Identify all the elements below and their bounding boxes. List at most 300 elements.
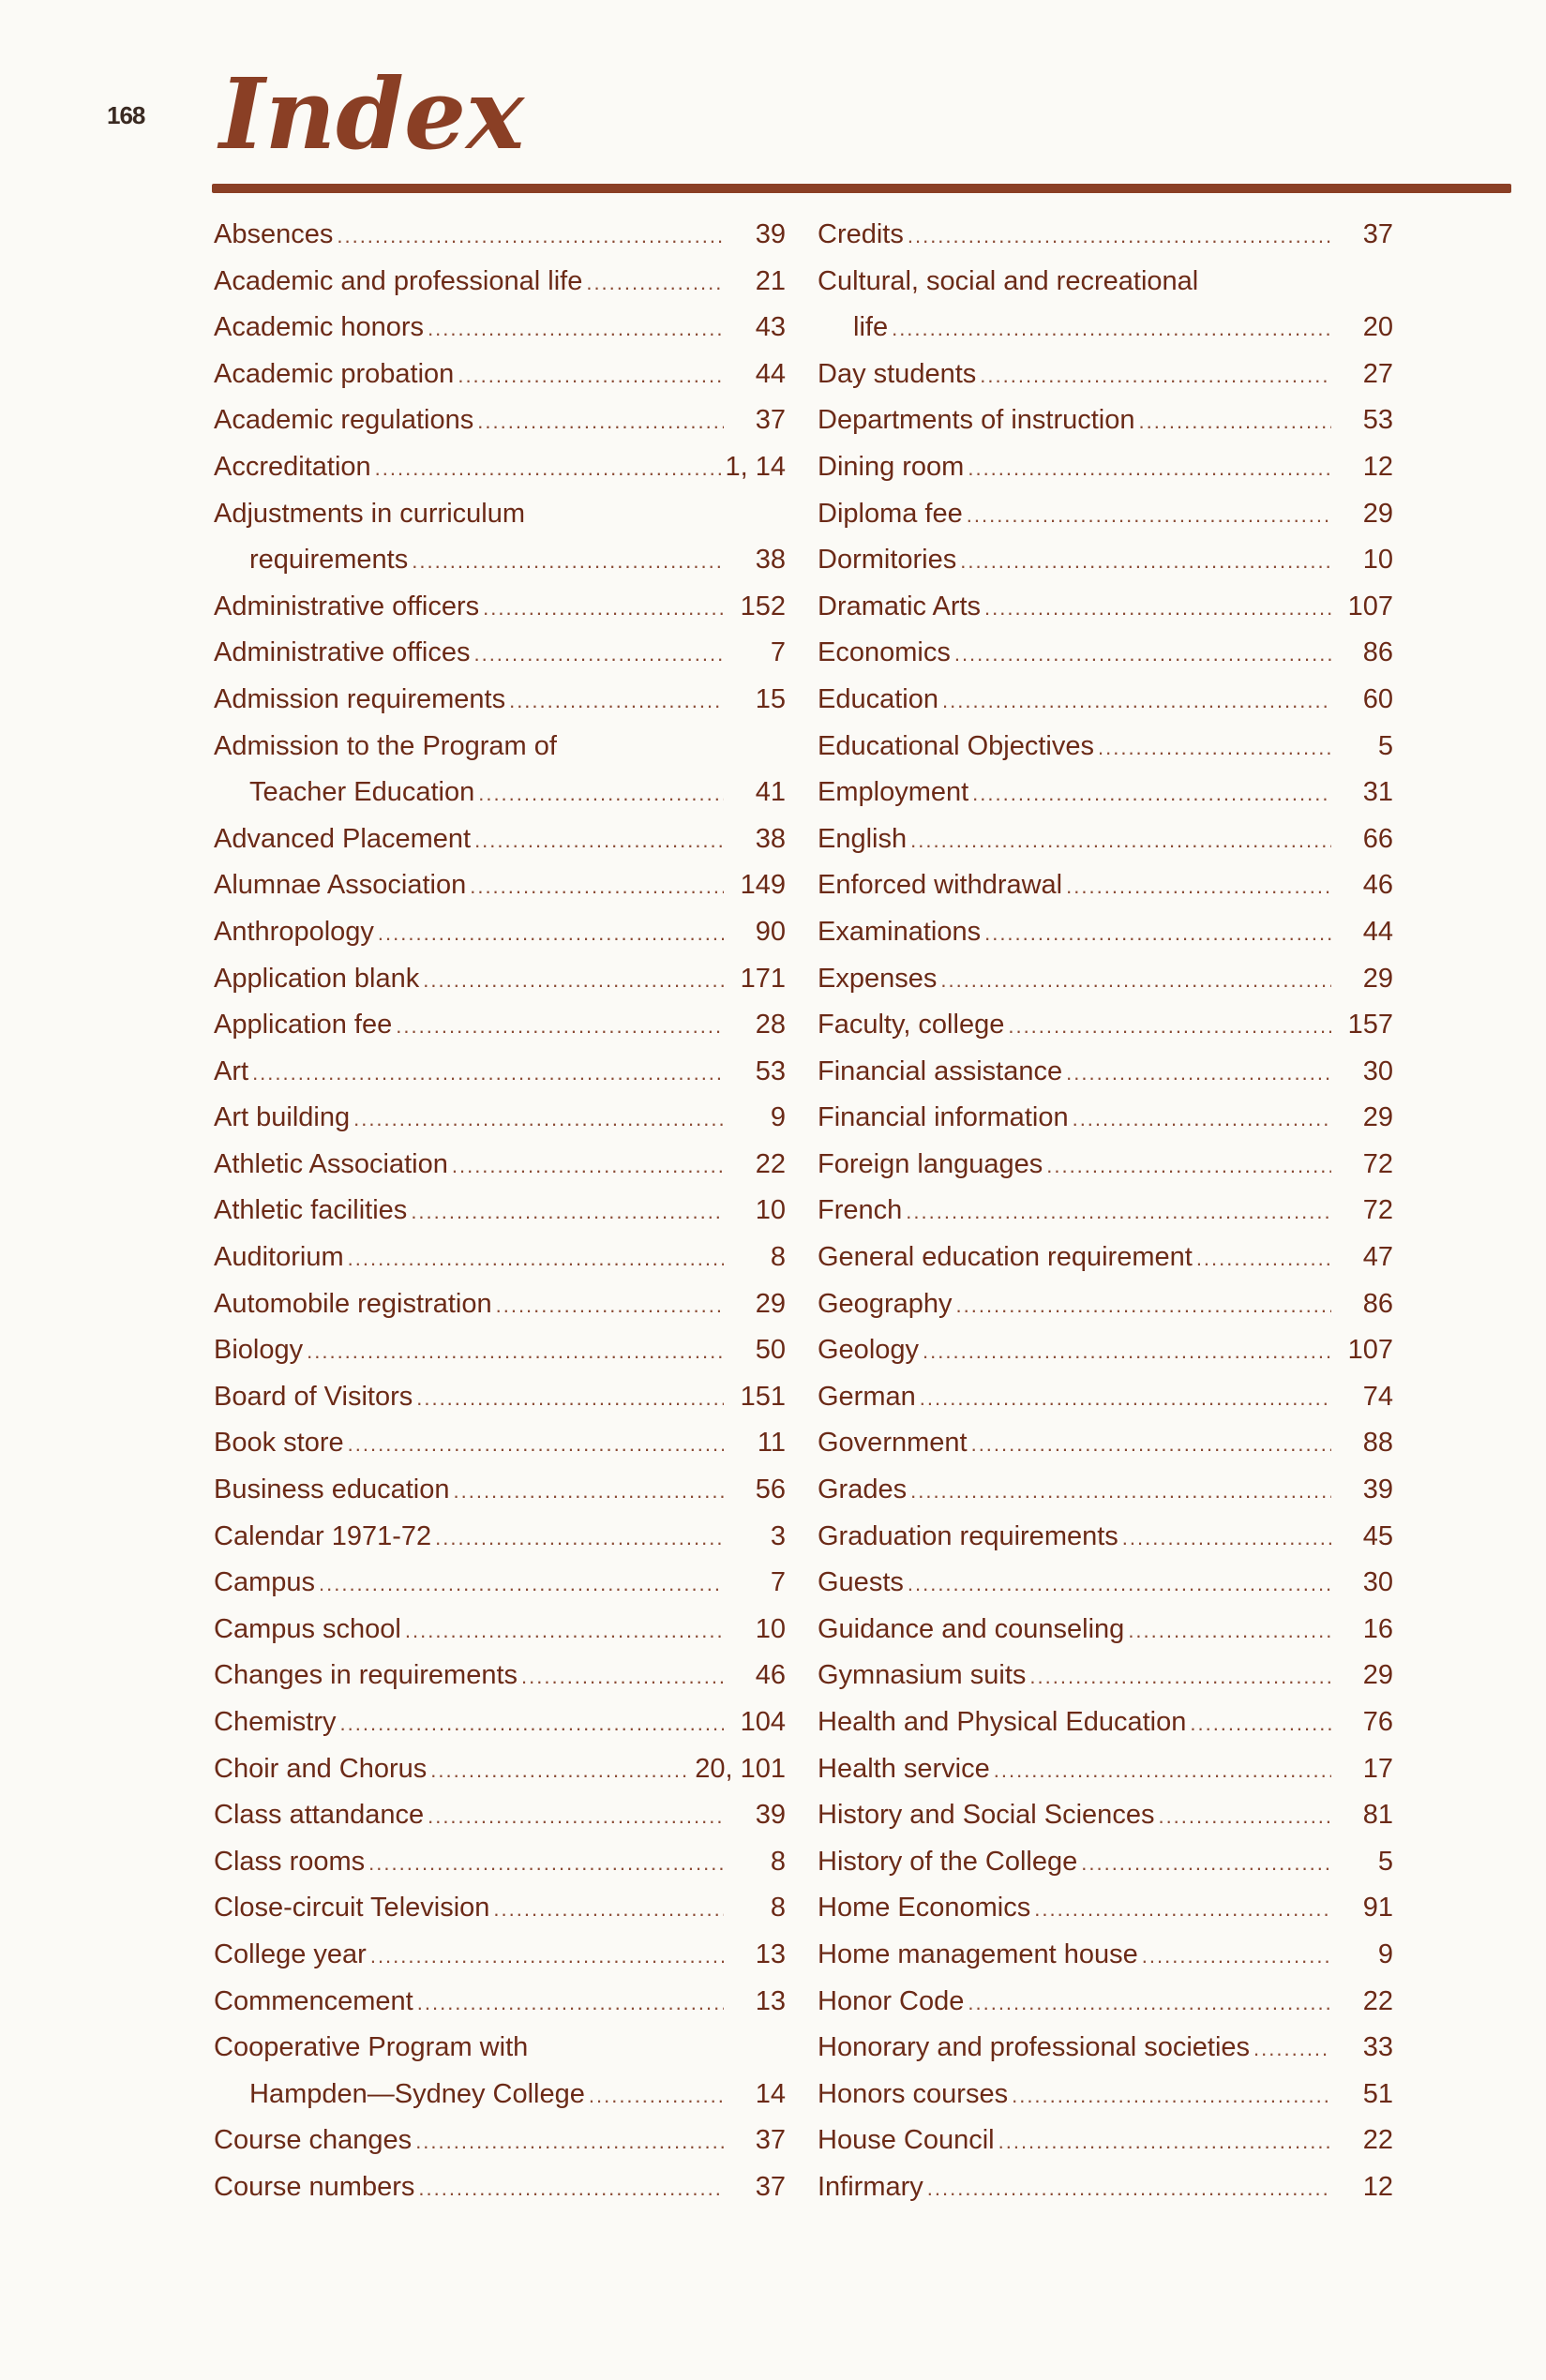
index-page-ref: 9 bbox=[770, 1102, 786, 1133]
dot-leader bbox=[337, 213, 724, 260]
index-page-ref: 8 bbox=[770, 1846, 786, 1877]
dot-leader bbox=[968, 1980, 1331, 2027]
index-term: Biology bbox=[214, 1335, 304, 1366]
dot-leader bbox=[396, 1003, 724, 1050]
index-page-ref: 90 bbox=[755, 916, 786, 947]
dot-leader bbox=[428, 1793, 724, 1840]
index-page-ref: 30 bbox=[1362, 1055, 1393, 1086]
dot-leader bbox=[319, 1561, 724, 1608]
dot-leader bbox=[954, 631, 1331, 678]
index-entry bbox=[214, 1607, 786, 1654]
index-entry bbox=[818, 491, 1393, 538]
index-entry bbox=[214, 444, 786, 491]
index-term: Automobile registration bbox=[214, 1288, 492, 1319]
index-term: Enforced withdrawal bbox=[818, 870, 1063, 901]
index-entry bbox=[214, 956, 786, 1003]
dot-leader bbox=[1138, 398, 1331, 445]
index-page-ref: 53 bbox=[1362, 405, 1393, 436]
index-term: Geology bbox=[818, 1335, 920, 1366]
dot-leader bbox=[1098, 725, 1331, 771]
index-term: History and Social Sciences bbox=[818, 1800, 1155, 1831]
index-page-ref: 7 bbox=[770, 1567, 786, 1598]
dot-leader bbox=[454, 1468, 725, 1515]
index-page-ref: 43 bbox=[755, 312, 786, 343]
index-page-ref: 21 bbox=[755, 265, 786, 296]
dot-leader bbox=[1081, 1840, 1331, 1887]
dot-leader bbox=[967, 492, 1331, 539]
index-entry bbox=[818, 2118, 1393, 2164]
index-entry bbox=[214, 770, 786, 816]
index-term: Course numbers bbox=[214, 2171, 415, 2202]
dot-leader bbox=[1158, 1793, 1331, 1840]
index-term: Honors courses bbox=[818, 2078, 1009, 2109]
index-term: Employment bbox=[818, 777, 969, 808]
index-page-ref: 9 bbox=[1377, 1938, 1393, 1969]
dot-leader bbox=[923, 1328, 1331, 1375]
index-entry bbox=[818, 816, 1393, 863]
dot-leader bbox=[378, 910, 724, 957]
dot-leader bbox=[474, 817, 724, 864]
index-page-ref: 29 bbox=[1362, 963, 1393, 994]
dot-leader bbox=[968, 445, 1331, 492]
index-term: Honorary and professional societies bbox=[818, 2032, 1251, 2063]
index-term: Auditorium bbox=[214, 1242, 344, 1273]
index-term: Guidance and counseling bbox=[818, 1613, 1125, 1644]
index-term: Absences bbox=[214, 219, 334, 249]
index-term: French bbox=[818, 1195, 903, 1226]
index-entry bbox=[214, 1653, 786, 1699]
index-entry bbox=[214, 491, 786, 538]
index-entry bbox=[818, 862, 1393, 909]
index-page-ref: 38 bbox=[755, 545, 786, 576]
index-page-ref: 37 bbox=[755, 405, 786, 436]
dot-leader bbox=[412, 538, 724, 585]
index-page-ref: 8 bbox=[770, 1893, 786, 1923]
index-term: Infirmary bbox=[818, 2171, 923, 2202]
index-term: Education bbox=[818, 683, 938, 714]
index-term: English bbox=[818, 823, 908, 854]
index-page-ref: 41 bbox=[755, 777, 786, 808]
index-page-ref: 14 bbox=[755, 2078, 786, 2109]
index-page-ref: 13 bbox=[755, 1985, 786, 2016]
index-page-ref: 81 bbox=[1362, 1800, 1393, 1831]
index-page-ref: 33 bbox=[1362, 2032, 1393, 2063]
dot-leader bbox=[942, 678, 1331, 725]
index-page-ref: 22 bbox=[1362, 1985, 1393, 2016]
index-page-ref: 44 bbox=[755, 358, 786, 389]
dot-leader bbox=[370, 1933, 724, 1980]
index-entry bbox=[818, 1653, 1393, 1699]
index-term: Financial information bbox=[818, 1102, 1069, 1133]
index-page-ref: 152 bbox=[740, 591, 786, 621]
index-page-ref: 107 bbox=[1347, 591, 1393, 621]
index-page-ref: 50 bbox=[755, 1335, 786, 1366]
index-term: Departments of instruction bbox=[818, 405, 1135, 436]
index-entry bbox=[214, 724, 786, 771]
index-term: Academic and professional life bbox=[214, 265, 583, 296]
dot-leader bbox=[430, 1747, 691, 1794]
index-term: Expenses bbox=[818, 963, 938, 994]
index-term: College year bbox=[214, 1938, 367, 1969]
index-page-ref: 31 bbox=[1362, 777, 1393, 808]
index-term: Class rooms bbox=[214, 1846, 366, 1877]
index-term: House Council bbox=[818, 2125, 995, 2156]
index-entry bbox=[818, 1095, 1393, 1142]
index-term: History of the College bbox=[818, 1846, 1078, 1877]
index-entry bbox=[818, 724, 1393, 771]
dot-leader bbox=[417, 1980, 724, 2027]
index-term: Admission to the Program of bbox=[214, 730, 557, 761]
index-entry bbox=[818, 444, 1393, 491]
index-page-ref: 29 bbox=[1362, 1102, 1393, 1133]
index-term: Chemistry bbox=[214, 1707, 337, 1737]
index-term: Book store bbox=[214, 1428, 344, 1459]
dot-leader bbox=[375, 445, 722, 492]
index-term: Diploma fee bbox=[818, 498, 963, 529]
dot-leader bbox=[1029, 1654, 1331, 1700]
index-term: Cultural, social and recreational bbox=[818, 265, 1199, 296]
dot-leader bbox=[307, 1328, 724, 1375]
index-page-ref: 46 bbox=[755, 1660, 786, 1691]
index-term: Day students bbox=[818, 358, 977, 389]
dot-leader bbox=[927, 2165, 1331, 2212]
index-entry bbox=[818, 1188, 1393, 1235]
index-entry bbox=[214, 816, 786, 863]
index-term: Government bbox=[818, 1428, 968, 1459]
index-term: Guests bbox=[818, 1567, 904, 1598]
index-entry bbox=[214, 1327, 786, 1374]
dot-leader bbox=[452, 1143, 724, 1190]
index-term: Grades bbox=[818, 1474, 908, 1505]
dot-leader bbox=[956, 1282, 1332, 1329]
index-entry bbox=[214, 1514, 786, 1561]
dot-leader bbox=[368, 1840, 724, 1887]
index-entry bbox=[818, 397, 1393, 444]
index-term: Business education bbox=[214, 1474, 450, 1505]
index-entry bbox=[818, 630, 1393, 677]
index-entry bbox=[214, 1792, 786, 1839]
index-page-ref: 66 bbox=[1362, 823, 1393, 854]
index-entry bbox=[214, 909, 786, 956]
index-entry bbox=[214, 259, 786, 306]
index-page-ref: 76 bbox=[1362, 1707, 1393, 1737]
index-page-ref: 53 bbox=[755, 1055, 786, 1086]
index-term: Faculty, college bbox=[818, 1010, 1005, 1040]
index-term: Choir and Chorus bbox=[214, 1753, 428, 1784]
page-number: 168 bbox=[107, 101, 145, 129]
index-term: Credits bbox=[818, 219, 904, 249]
index-entry bbox=[214, 1885, 786, 1932]
index-page-ref: 45 bbox=[1362, 1520, 1393, 1551]
index-page-ref: 22 bbox=[755, 1148, 786, 1179]
index-entry bbox=[818, 1281, 1393, 1328]
index-term: Home Economics bbox=[818, 1893, 1031, 1923]
dot-leader bbox=[1066, 1050, 1331, 1097]
index-term: Administrative offices bbox=[214, 637, 471, 668]
index-entry bbox=[214, 1560, 786, 1607]
index-entry bbox=[818, 1049, 1393, 1096]
index-term: Geography bbox=[818, 1288, 953, 1319]
dot-leader bbox=[1073, 1096, 1331, 1143]
index-entry bbox=[214, 1420, 786, 1467]
index-term: Art building bbox=[214, 1102, 351, 1133]
dot-leader bbox=[405, 1608, 724, 1654]
index-page-ref: 39 bbox=[1362, 1474, 1393, 1505]
index-entry bbox=[818, 677, 1393, 724]
index-page-ref: 56 bbox=[755, 1474, 786, 1505]
dot-leader bbox=[1190, 1700, 1331, 1747]
index-term: Advanced Placement bbox=[214, 823, 472, 854]
dot-leader bbox=[340, 1700, 724, 1747]
index-entry bbox=[818, 1327, 1393, 1374]
index-page-ref: 37 bbox=[755, 2171, 786, 2202]
dot-leader bbox=[589, 2073, 724, 2119]
index-term: Administrative officers bbox=[214, 591, 480, 621]
index-term: Board of Visitors bbox=[214, 1381, 413, 1412]
index-page-ref: 47 bbox=[1362, 1242, 1393, 1273]
index-entry bbox=[214, 305, 786, 352]
index-page-ref: 74 bbox=[1362, 1381, 1393, 1412]
index-entry bbox=[214, 1142, 786, 1189]
dot-leader bbox=[1012, 2073, 1331, 2119]
page-title: Index bbox=[219, 56, 525, 172]
index-term: Health service bbox=[818, 1753, 990, 1784]
index-entry bbox=[214, 2118, 786, 2164]
index-entry bbox=[818, 1839, 1393, 1886]
index-entry bbox=[214, 1235, 786, 1281]
index-entry bbox=[818, 1560, 1393, 1607]
dot-leader bbox=[586, 260, 724, 307]
index-term: Financial assistance bbox=[818, 1055, 1063, 1086]
dot-leader bbox=[1122, 1515, 1331, 1562]
index-entry bbox=[214, 1374, 786, 1421]
index-page-ref: 86 bbox=[1362, 637, 1393, 668]
dot-leader bbox=[423, 957, 724, 1004]
index-page-ref: 91 bbox=[1362, 1893, 1393, 1923]
index-page-ref: 38 bbox=[755, 823, 786, 854]
index-entry bbox=[214, 1746, 786, 1793]
index-entry bbox=[214, 630, 786, 677]
index-page-ref: 60 bbox=[1362, 683, 1393, 714]
index-term: Application blank bbox=[214, 963, 420, 994]
dot-leader bbox=[483, 585, 724, 632]
index-page-ref: 29 bbox=[1362, 1660, 1393, 1691]
index-term: Campus school bbox=[214, 1613, 401, 1644]
index-page-ref: 39 bbox=[755, 1800, 786, 1831]
dot-leader bbox=[1128, 1608, 1331, 1654]
index-entry bbox=[818, 1142, 1393, 1189]
index-term: life bbox=[853, 312, 889, 343]
dot-leader bbox=[980, 352, 1331, 399]
index-term: requirements bbox=[249, 545, 409, 576]
index-entry bbox=[214, 2164, 786, 2211]
dot-leader bbox=[416, 1375, 724, 1422]
index-term: Art bbox=[214, 1055, 249, 1086]
index-page-ref: 30 bbox=[1362, 1567, 1393, 1598]
index-page-ref: 44 bbox=[1362, 916, 1393, 947]
index-entry bbox=[818, 909, 1393, 956]
index-term: Dramatic Arts bbox=[818, 591, 982, 621]
dot-leader bbox=[458, 352, 724, 399]
dot-leader bbox=[984, 910, 1331, 957]
index-entry bbox=[214, 397, 786, 444]
index-term: Teacher Education bbox=[249, 777, 475, 808]
dot-leader bbox=[478, 771, 724, 817]
title-rule bbox=[212, 184, 1511, 193]
index-column-left bbox=[214, 212, 786, 2211]
index-term: Dining room bbox=[818, 451, 965, 482]
dot-leader bbox=[908, 213, 1331, 260]
dot-leader bbox=[1142, 1933, 1331, 1980]
index-page-ref: 13 bbox=[755, 1938, 786, 1969]
index-term: Changes in requirements bbox=[214, 1660, 518, 1691]
index-page-ref: 15 bbox=[755, 683, 786, 714]
dot-leader bbox=[428, 306, 724, 352]
index-term: Close-circuit Television bbox=[214, 1893, 490, 1923]
dot-leader bbox=[348, 1235, 724, 1282]
index-entry bbox=[818, 1235, 1393, 1281]
dot-leader bbox=[1008, 1003, 1331, 1050]
index-entry bbox=[818, 2072, 1393, 2118]
index-page-ref: 37 bbox=[755, 2125, 786, 2156]
index-entry bbox=[818, 1746, 1393, 1793]
dot-leader bbox=[1196, 1235, 1331, 1282]
index-page-ref: 17 bbox=[1362, 1753, 1393, 1784]
index-page-ref: 149 bbox=[740, 870, 786, 901]
index-page-ref: 5 bbox=[1377, 1846, 1393, 1877]
index-term: Economics bbox=[818, 637, 951, 668]
index-page-ref: 28 bbox=[755, 1010, 786, 1040]
index-term: Home management house bbox=[818, 1938, 1138, 1969]
index-term: Academic regulations bbox=[214, 405, 474, 436]
dot-leader bbox=[348, 1421, 724, 1468]
index-term: Athletic facilities bbox=[214, 1195, 408, 1226]
index-entry bbox=[214, 212, 786, 259]
dot-leader bbox=[906, 1189, 1331, 1235]
index-term: Admission requirements bbox=[214, 683, 506, 714]
dot-leader bbox=[910, 1468, 1331, 1515]
index-entry bbox=[214, 352, 786, 398]
index-entry bbox=[818, 259, 1393, 306]
index-term: Graduation requirements bbox=[818, 1520, 1118, 1551]
dot-leader bbox=[940, 957, 1331, 1004]
index-entry bbox=[214, 2025, 786, 2072]
index-entry bbox=[214, 1699, 786, 1746]
index-page-ref: 3 bbox=[770, 1520, 786, 1551]
index-term: Health and Physical Education bbox=[818, 1707, 1187, 1737]
index-term: Gymnasium suits bbox=[818, 1660, 1027, 1691]
index-term: Calendar 1971-72 bbox=[214, 1520, 432, 1551]
index-page-ref: 107 bbox=[1347, 1335, 1393, 1366]
index-entry bbox=[214, 1839, 786, 1886]
dot-leader bbox=[971, 1421, 1331, 1468]
index-term: Campus bbox=[214, 1567, 315, 1598]
index-page-ref: 10 bbox=[755, 1613, 786, 1644]
dot-leader bbox=[908, 1561, 1331, 1608]
index-page-ref: 8 bbox=[770, 1242, 786, 1273]
index-page-ref: 12 bbox=[1362, 2171, 1393, 2202]
dot-leader bbox=[477, 398, 724, 445]
index-term: Academic probation bbox=[214, 358, 455, 389]
index-entry bbox=[214, 1467, 786, 1514]
dot-leader bbox=[496, 1282, 724, 1329]
index-entry bbox=[214, 862, 786, 909]
dot-leader bbox=[252, 1050, 724, 1097]
dot-leader bbox=[411, 1189, 724, 1235]
index-page-ref: 29 bbox=[1362, 498, 1393, 529]
index-entry bbox=[818, 770, 1393, 816]
index-page-ref: 10 bbox=[1362, 545, 1393, 576]
index-page-ref: 11 bbox=[757, 1428, 786, 1459]
dot-leader bbox=[509, 678, 724, 725]
dot-leader bbox=[418, 2165, 724, 2212]
index-page-ref: 39 bbox=[755, 219, 786, 249]
index-entry bbox=[214, 1979, 786, 2026]
dot-leader bbox=[415, 2118, 724, 2165]
index-term: General education requirement bbox=[818, 1242, 1193, 1273]
index-entry bbox=[818, 1699, 1393, 1746]
index-entry bbox=[214, 1281, 786, 1328]
index-page-ref: 171 bbox=[740, 963, 786, 994]
index-column-right bbox=[818, 212, 1393, 2211]
index-term: Cooperative Program with bbox=[214, 2032, 529, 2063]
index-page-ref: 88 bbox=[1362, 1428, 1393, 1459]
dot-leader bbox=[984, 585, 1331, 632]
index-page-ref: 27 bbox=[1362, 358, 1393, 389]
index-page-ref: 29 bbox=[755, 1288, 786, 1319]
index-page-ref: 72 bbox=[1362, 1195, 1393, 1226]
dot-leader bbox=[998, 2118, 1331, 2165]
index-entry bbox=[214, 1932, 786, 1979]
index-page-ref: 20 bbox=[1362, 312, 1393, 343]
index-term: Examinations bbox=[818, 916, 982, 947]
index-term: Application fee bbox=[214, 1010, 393, 1040]
dot-leader bbox=[960, 538, 1331, 585]
index-entry bbox=[818, 1607, 1393, 1654]
index-page-ref: 37 bbox=[1362, 219, 1393, 249]
dot-leader bbox=[473, 631, 724, 678]
index-entry bbox=[818, 1420, 1393, 1467]
dot-leader bbox=[1034, 1886, 1331, 1933]
dot-leader bbox=[994, 1747, 1331, 1794]
index-term: Anthropology bbox=[214, 916, 374, 947]
index-page-ref: 20, 101 bbox=[695, 1753, 786, 1784]
dot-leader bbox=[920, 1375, 1331, 1422]
index-page-ref: 7 bbox=[770, 637, 786, 668]
index-entry bbox=[818, 1514, 1393, 1561]
dot-leader bbox=[910, 817, 1331, 864]
index-page-ref: 10 bbox=[755, 1195, 786, 1226]
index-entry bbox=[818, 2025, 1393, 2072]
index-entry bbox=[214, 1188, 786, 1235]
index-entry bbox=[818, 1002, 1393, 1049]
index-term: Commencement bbox=[214, 1985, 413, 2016]
index-entry bbox=[818, 537, 1393, 584]
index-entry bbox=[818, 1374, 1393, 1421]
index-term: Class attandance bbox=[214, 1800, 425, 1831]
index-term: Hampden—Sydney College bbox=[249, 2078, 585, 2109]
index-entry bbox=[818, 2164, 1393, 2211]
index-page-ref: 72 bbox=[1362, 1148, 1393, 1179]
dot-leader bbox=[1046, 1143, 1331, 1190]
index-page-ref: 86 bbox=[1362, 1288, 1393, 1319]
index-entry bbox=[214, 1049, 786, 1096]
dot-leader bbox=[493, 1886, 724, 1933]
index-page-ref: 22 bbox=[1362, 2125, 1393, 2156]
index-page-ref: 46 bbox=[1362, 870, 1393, 901]
index-entry bbox=[818, 584, 1393, 631]
index-term: Alumnae Association bbox=[214, 870, 467, 901]
